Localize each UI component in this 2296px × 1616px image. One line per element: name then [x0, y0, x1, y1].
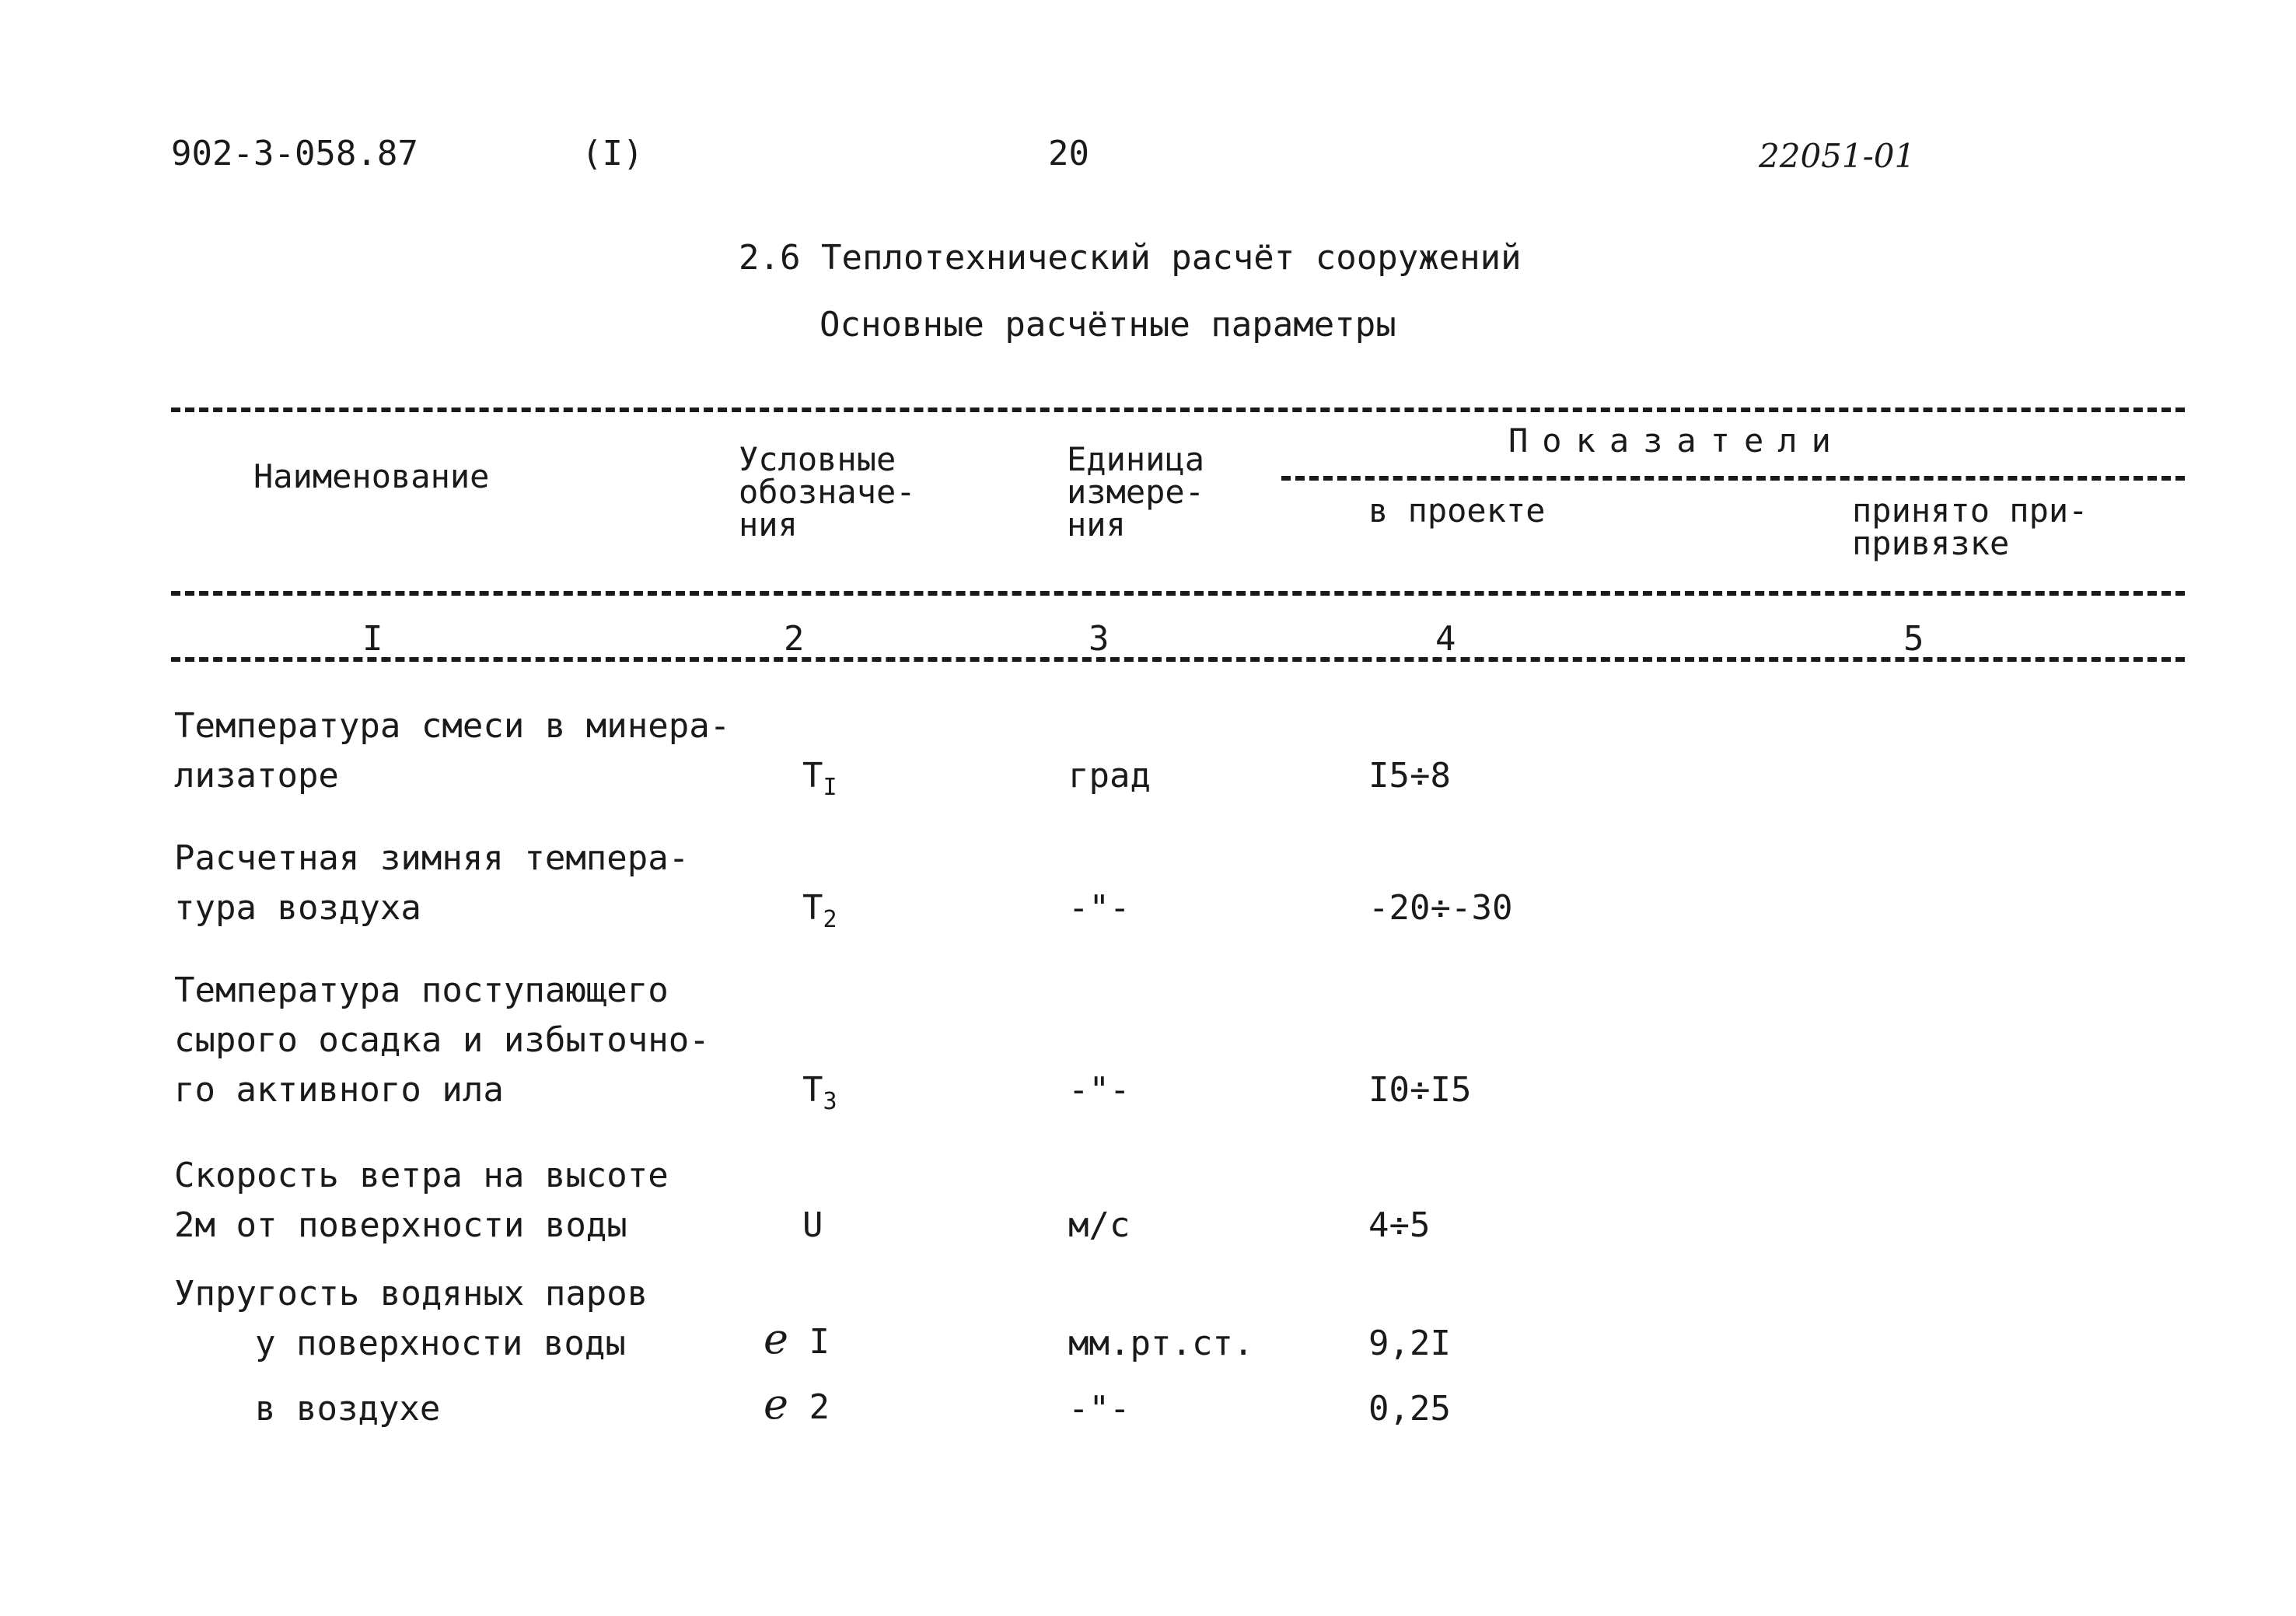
table-row-name — [174, 834, 689, 933]
column-header-unit-line-3: ния — [1067, 505, 1126, 544]
column-header-unit — [1067, 440, 1205, 544]
table-row-name — [174, 701, 730, 801]
column-header-symbol — [739, 440, 916, 544]
table-row-name: у поверхности воды — [255, 1324, 626, 1363]
sheet-code: 22051-01 — [1759, 137, 1916, 175]
column-number-3: 3 — [1089, 619, 1110, 659]
column-header-symbol-line-2: обозначе- — [739, 473, 916, 511]
row-name-line: лизаторе — [174, 756, 339, 796]
row-name-line: 2м от поверхности воды — [174, 1205, 627, 1245]
row-unit: -"- — [1068, 1070, 1131, 1110]
column-numbers-rule — [171, 657, 2185, 662]
symbol-base: e — [764, 1380, 788, 1429]
row-unit: мм.рт.ст. — [1068, 1324, 1254, 1363]
row-project-value: -20÷-30 — [1368, 888, 1513, 928]
symbol-base: U — [802, 1205, 823, 1245]
row-project-value: 0,25 — [1368, 1389, 1451, 1429]
row-symbol — [802, 1065, 837, 1127]
row-name-line: Расчетная зимняя темпера- — [174, 838, 690, 878]
row-project-value: I0÷I5 — [1368, 1070, 1472, 1110]
document-code: 902-3-058.87 — [171, 134, 418, 173]
row-unit: м/с — [1068, 1205, 1131, 1245]
table-row-name: Упругость водяных паров — [174, 1274, 648, 1313]
row-symbol — [764, 1314, 830, 1367]
column-header-indicators: Показатели — [1508, 421, 1845, 460]
row-project-value: 9,2I — [1368, 1324, 1451, 1363]
symbol-subscript: I — [809, 1322, 830, 1362]
row-project-value: I5÷8 — [1368, 756, 1451, 796]
symbol-base: T — [802, 756, 823, 796]
row-name-line: Скорость ветра на высоте — [174, 1156, 669, 1195]
column-number-5: 5 — [1903, 619, 1924, 659]
symbol-base: e — [764, 1314, 788, 1363]
section-subtitle: Основные расчётные параметры — [820, 305, 1396, 345]
table-top-rule — [171, 407, 2185, 412]
row-symbol — [764, 1380, 830, 1432]
column-header-symbol-line-3: ния — [739, 505, 798, 544]
symbol-base: T — [802, 1070, 823, 1110]
column-header-unit-line-1: Единица — [1067, 440, 1205, 478]
row-name-line: Температура смеси в минера- — [174, 706, 731, 746]
column-header-symbol-line-1: Условные — [739, 440, 896, 478]
symbol-subscript: 3 — [823, 1088, 837, 1115]
column-header-binding — [1852, 491, 2088, 562]
column-number-4: 4 — [1435, 619, 1456, 659]
section-title: 2.6 Теплотехнический расчёт сооружений — [739, 238, 1522, 278]
row-unit: -"- — [1068, 888, 1131, 928]
row-name-line: Температура поступающего — [174, 971, 669, 1010]
indicators-rule — [1281, 476, 2185, 481]
row-unit: -"- — [1068, 1389, 1131, 1429]
column-header-binding-line-1: принято при- — [1852, 491, 2088, 530]
row-project-value: 4÷5 — [1368, 1205, 1431, 1245]
symbol-subscript: 2 — [823, 906, 837, 933]
column-header-binding-line-2: привязке — [1852, 524, 2010, 562]
symbol-subscript: 2 — [809, 1387, 830, 1427]
row-name-line: тура воздуха — [174, 888, 421, 928]
column-number-2: 2 — [784, 619, 805, 659]
symbol-subscript: I — [823, 774, 837, 801]
column-header-project: в проекте — [1368, 491, 1546, 530]
table-row-name: в воздухе — [255, 1389, 441, 1429]
column-header-name: Наименование — [253, 457, 490, 495]
table-row-name — [174, 966, 710, 1115]
row-name-line: сырого осадка и избыточно- — [174, 1020, 710, 1060]
row-name-line: го активного ила — [174, 1070, 504, 1110]
table-row-name — [174, 1151, 669, 1250]
header-bottom-rule — [171, 591, 2185, 596]
row-symbol — [802, 883, 837, 945]
column-number-1: I — [362, 619, 383, 659]
row-unit: град — [1068, 756, 1151, 796]
symbol-base: T — [802, 888, 823, 928]
document-part: (I) — [582, 134, 644, 173]
column-header-unit-line-2: измере- — [1067, 473, 1205, 511]
page-number: 20 — [1048, 134, 1089, 173]
row-symbol — [802, 751, 837, 813]
row-symbol — [802, 1201, 823, 1250]
